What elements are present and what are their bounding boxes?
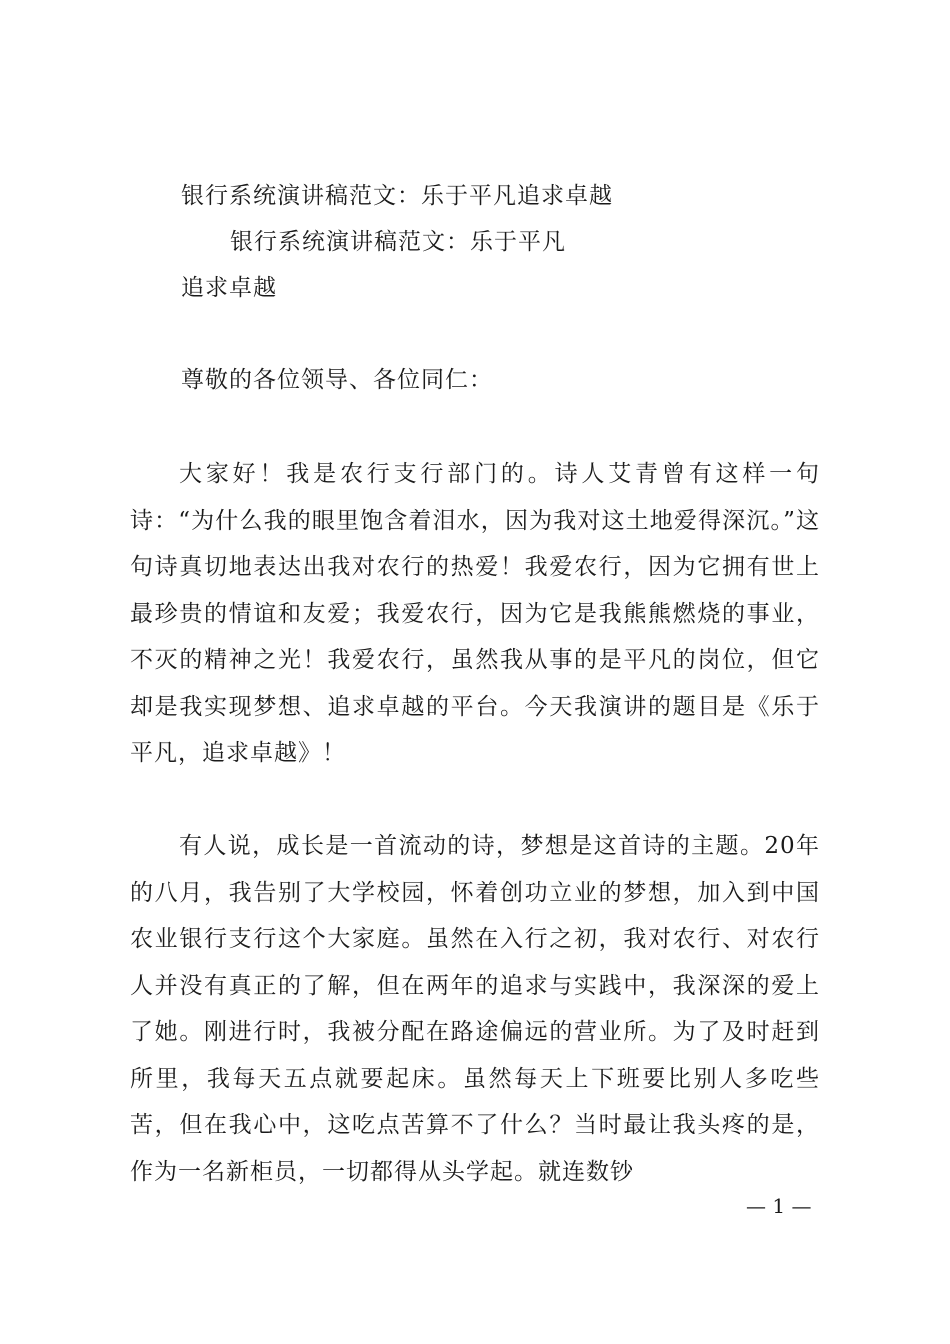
document-subtitle-part2: 追求卓越 xyxy=(181,275,277,301)
document-subtitle-part1: 银行系统演讲稿范文：乐于平凡 xyxy=(230,229,566,255)
document-title: 银行系统演讲稿范文：乐于平凡追求卓越 xyxy=(181,183,613,209)
page-number-footer: — 1 — xyxy=(746,1194,812,1218)
salutation: 尊敬的各位领导、各位同仁： xyxy=(181,367,493,393)
body-paragraph-2: 有人说，成长是一首流动的诗，梦想是这首诗的主题。20年的八月，我告别了大学校园，怀着创功立业的梦想，加入到中国农业银行支行这个大家庭。虽然在入行之初，我对农行、对农行人并没有真正的了解，但在两年的追求与实践中，我深深的爱上了她。刚进行时，我被分配在路途偏远的营业所。为了及时赶到所里，我每天五点就要起床。虽然每天上下班要比别人多吃些苦，但在我心中，这吃点苦算不了什么？当时最让我头疼的是，作为一名新柜员，一切都得从头学起。就连数钞 xyxy=(130,833,820,1185)
body-paragraph-1: 大家好！我是农行支行部门的。诗人艾青曾有这样一句诗：“为什么我的眼里饱含着泪水，因为我对这土地爱得深沉。”这句诗真切地表达出我对农行的热爱！我爱农行，因为它拥有世上最珍贵的情谊和友爱；我爱农行，因为它是我熊熊燃烧的事业，不灭的精神之光！我爱农行，虽然我从事的是平凡的岗位，但它却是我实现梦想、追求卓越的平台。今天我演讲的题目是《乐于平凡，追求卓越》！ xyxy=(130,461,820,766)
